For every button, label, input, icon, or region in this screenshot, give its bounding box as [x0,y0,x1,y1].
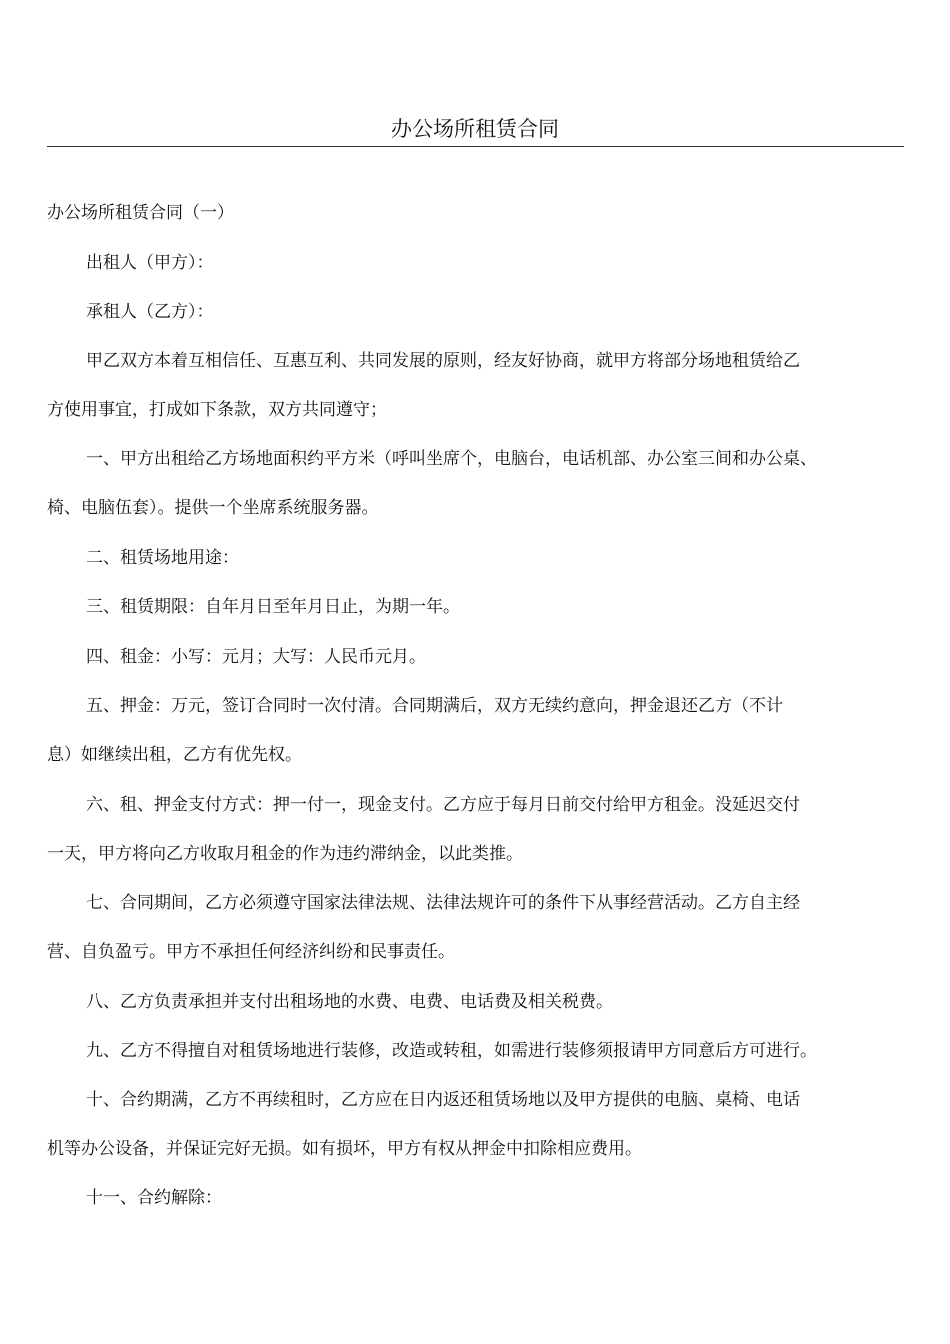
paragraph-line: 十一、合约解除： [86,1188,222,1208]
paragraph-line: 一、甲方出租给乙方场地面积约平方米（呼叫坐席个，电脑台，电话机部、办公室三间和办公桌、 [86,449,817,469]
paragraph-line: 十、合约期满，乙方不再续租时，乙方应在日内返还租赁场地以及甲方提供的电脑、桌椅、电话 [86,1090,800,1110]
clause-4-paragraph [47,633,905,682]
paragraph-line: 营、自负盈亏。甲方不承担任何经济纠纷和民事责任。 [47,942,455,962]
paragraph-line: 一天，甲方将向乙方收取月租金的作为违约滞纳金，以此类推。 [47,844,523,864]
contract-subtitle: 办公场所租赁合同（一） [47,203,234,223]
lessor-line: 出租人（甲方）： [86,253,214,273]
paragraph-line: 六、租、押金支付方式：押一付一，现金支付。乙方应于每月日前交付给甲方租金。没延迟交付 [86,795,800,815]
clause-8-paragraph [47,978,905,1027]
preamble-paragraph [47,337,905,435]
paragraph-line: 甲乙双方本着互相信任、互惠互利、共同发展的原则，经友好协商，就甲方将部分场地租赁给乙 [86,351,800,371]
paragraph-line: 椅、电脑伍套）。提供一个坐席系统服务器。 [47,498,379,518]
title-divider [47,146,904,147]
paragraph-line: 八、乙方负责承担并支付出租场地的水费、电费、电话费及相关税费。 [86,992,613,1012]
lessee-line: 承租人（乙方）： [86,302,214,322]
clause-11-paragraph [47,1174,905,1223]
paragraph-line: 方使用事宜，打成如下条款，双方共同遵守； [47,400,387,420]
clause-3-paragraph [47,583,905,632]
clause-1-paragraph [47,435,905,533]
clause-9-paragraph [47,1027,905,1076]
clause-5-paragraph [47,682,905,780]
paragraph-line: 二、租赁场地用途： [86,548,239,568]
paragraph-line: 三、租赁期限：自年月日至年月日止，为期一年。 [86,597,460,617]
clause-2-paragraph [47,534,905,583]
paragraph-line: 息）如继续出租，乙方有优先权。 [47,745,302,765]
paragraph-line: 九、乙方不得擅自对租赁场地进行装修，改造或转租，如需进行装修须报请甲方同意后方可进行。 [86,1041,817,1061]
clause-6-paragraph [47,781,905,879]
page-title: 办公场所租赁合同 [391,117,559,141]
paragraph-line: 五、押金：万元，签订合同时一次付清。合同期满后，双方无续约意向，押金退还乙方（不计 [86,696,783,716]
clause-10-paragraph [47,1076,905,1174]
paragraph-line: 四、租金：小写：元月；大写：人民币元月。 [86,647,426,667]
clause-7-paragraph [47,879,905,977]
paragraph-line: 七、合同期间，乙方必须遵守国家法律法规、法律法规许可的条件下从事经营活动。乙方自主经 [86,893,800,913]
paragraph-line: 机等办公设备，并保证完好无损。如有损坏，甲方有权从押金中扣除相应费用。 [47,1139,642,1159]
